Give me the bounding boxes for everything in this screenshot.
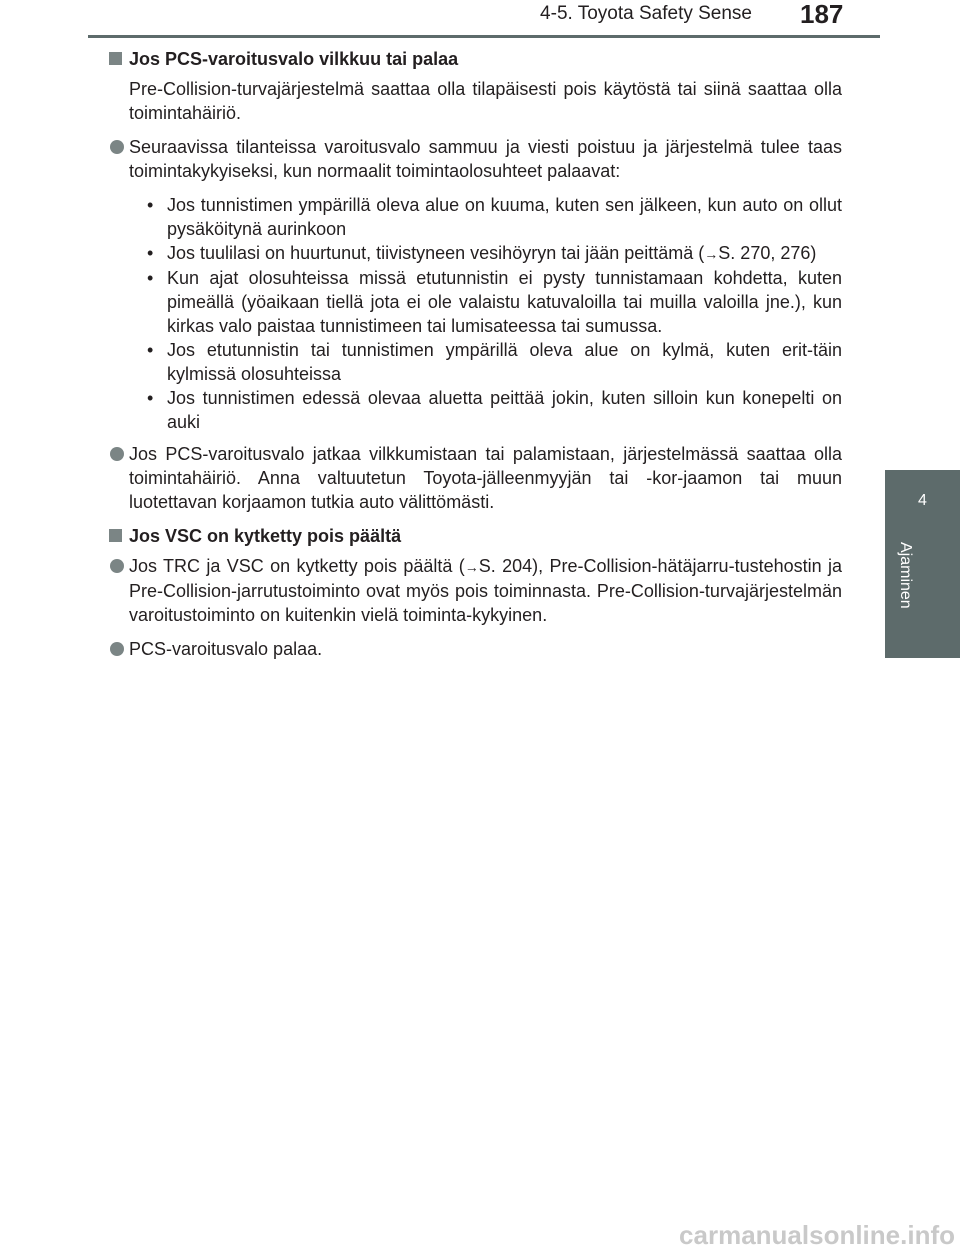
page-reference-link[interactable]: S. 270, 276) xyxy=(718,243,817,263)
sub-list-item xyxy=(147,266,842,338)
circle-bullet-icon xyxy=(110,559,124,573)
page-content xyxy=(109,47,842,671)
list-item-text: Jos TRC ja VSC on kytketty pois päältä ( xyxy=(129,556,465,576)
watermark: carmanualsonline.info xyxy=(679,1220,955,1250)
list-item-text: PCS-varoitusvalo palaa. xyxy=(129,639,323,659)
circle-bullet-icon xyxy=(110,447,124,461)
bullet-glyph: • xyxy=(147,268,154,288)
sub-list-item xyxy=(147,241,842,266)
chapter-number: 4 xyxy=(918,492,927,509)
section-heading-text: Jos PCS-varoitusvalo vilkkuu tai palaa xyxy=(129,49,459,69)
list-item xyxy=(109,637,842,661)
bullet-glyph: • xyxy=(147,243,154,263)
sub-list-item xyxy=(147,386,842,434)
page-reference-link[interactable]: S. 204), Pre-Collision-hätäjarru-tustehostin ja Pre-Collision-jarrutustoiminto ovat myös pois toiminnasta. Pre-Collision-turvajärjestelmän varoitustoiminto on kuitenkin vielä toiminta-kykyinen. xyxy=(129,556,842,625)
bullet-glyph: • xyxy=(147,388,154,408)
circle-bullet-icon xyxy=(110,642,124,656)
sub-list-item-text: Jos tuulilasi on huurtunut, tiivistyneen vesihöyryn tai jään peittämä ( xyxy=(167,243,705,263)
bullet-glyph: • xyxy=(147,340,154,360)
sub-list-item-text: Kun ajat olosuhteissa missä etutunnistin ei pysty tunnistamaan kohdetta, kuten pimeällä (yöaikaan tiellä jota ei ole valaistu katuvaloilla tai muilla valoilla jne.), kun kirkas valo paistaa tunnistimeen tai lumisateessa tai sumussa. xyxy=(167,268,842,336)
list-item xyxy=(109,135,842,183)
sub-list xyxy=(147,193,842,434)
arrow-right-icon: → xyxy=(464,559,479,575)
arrow-right-icon: → xyxy=(704,246,719,262)
sub-list-item-text: Jos tunnistimen ympärillä oleva alue on kuuma, kuten sen jälkeen, kun auto on ollut pysäköitynä aurinkoon xyxy=(167,195,842,239)
sub-list-item-text: Jos tunnistimen edessä olevaa aluetta peittää jokin, kuten silloin kun konepelti on auki xyxy=(167,388,842,432)
list-item xyxy=(109,554,842,627)
sub-list-item xyxy=(147,193,842,241)
running-header-section: 4-5. Toyota Safety Sense xyxy=(540,3,752,24)
chapter-label: Ajaminen xyxy=(897,542,914,609)
page-number: 187 xyxy=(800,0,844,29)
square-bullet-icon xyxy=(109,529,122,542)
chapter-side-tab[interactable] xyxy=(885,470,960,658)
header-rule xyxy=(88,35,880,38)
section-heading-vsc-off xyxy=(109,524,842,548)
sub-list-item-text: Jos etutunnistin tai tunnistimen ympärillä oleva alue on kylmä, kuten erit-täin kylmissä olosuhteissa xyxy=(167,340,842,384)
list-item-text: Jos PCS-varoitusvalo jatkaa vilkkumistaan tai palamistaan, järjestelmässä saattaa olla toimintahäiriö. Anna valtuutetun Toyota-jälleenmyyjän tai -kor-jaamon tai muun luotettavan korjaamon tutkia auto välittömästi. xyxy=(129,444,842,512)
square-bullet-icon xyxy=(109,52,122,65)
circle-bullet-icon xyxy=(110,140,124,154)
section-heading-text: Jos VSC on kytketty pois päältä xyxy=(129,526,402,546)
section-heading-pcs-warning xyxy=(109,47,842,71)
bullet-glyph: • xyxy=(147,195,154,215)
list-item xyxy=(109,442,842,514)
sub-list-item xyxy=(147,338,842,386)
paragraph: Pre-Collision-turvajärjestelmä saattaa olla tilapäisesti pois käytöstä tai siinä saattaa olla toimintahäiriö. xyxy=(129,79,842,123)
list-item-text: Seuraavissa tilanteissa varoitusvalo sammuu ja viesti poistuu ja järjestelmä tulee taas toimintakykyiseksi, kun normaalit toimintaolosuhteet palaavat: xyxy=(129,137,842,181)
